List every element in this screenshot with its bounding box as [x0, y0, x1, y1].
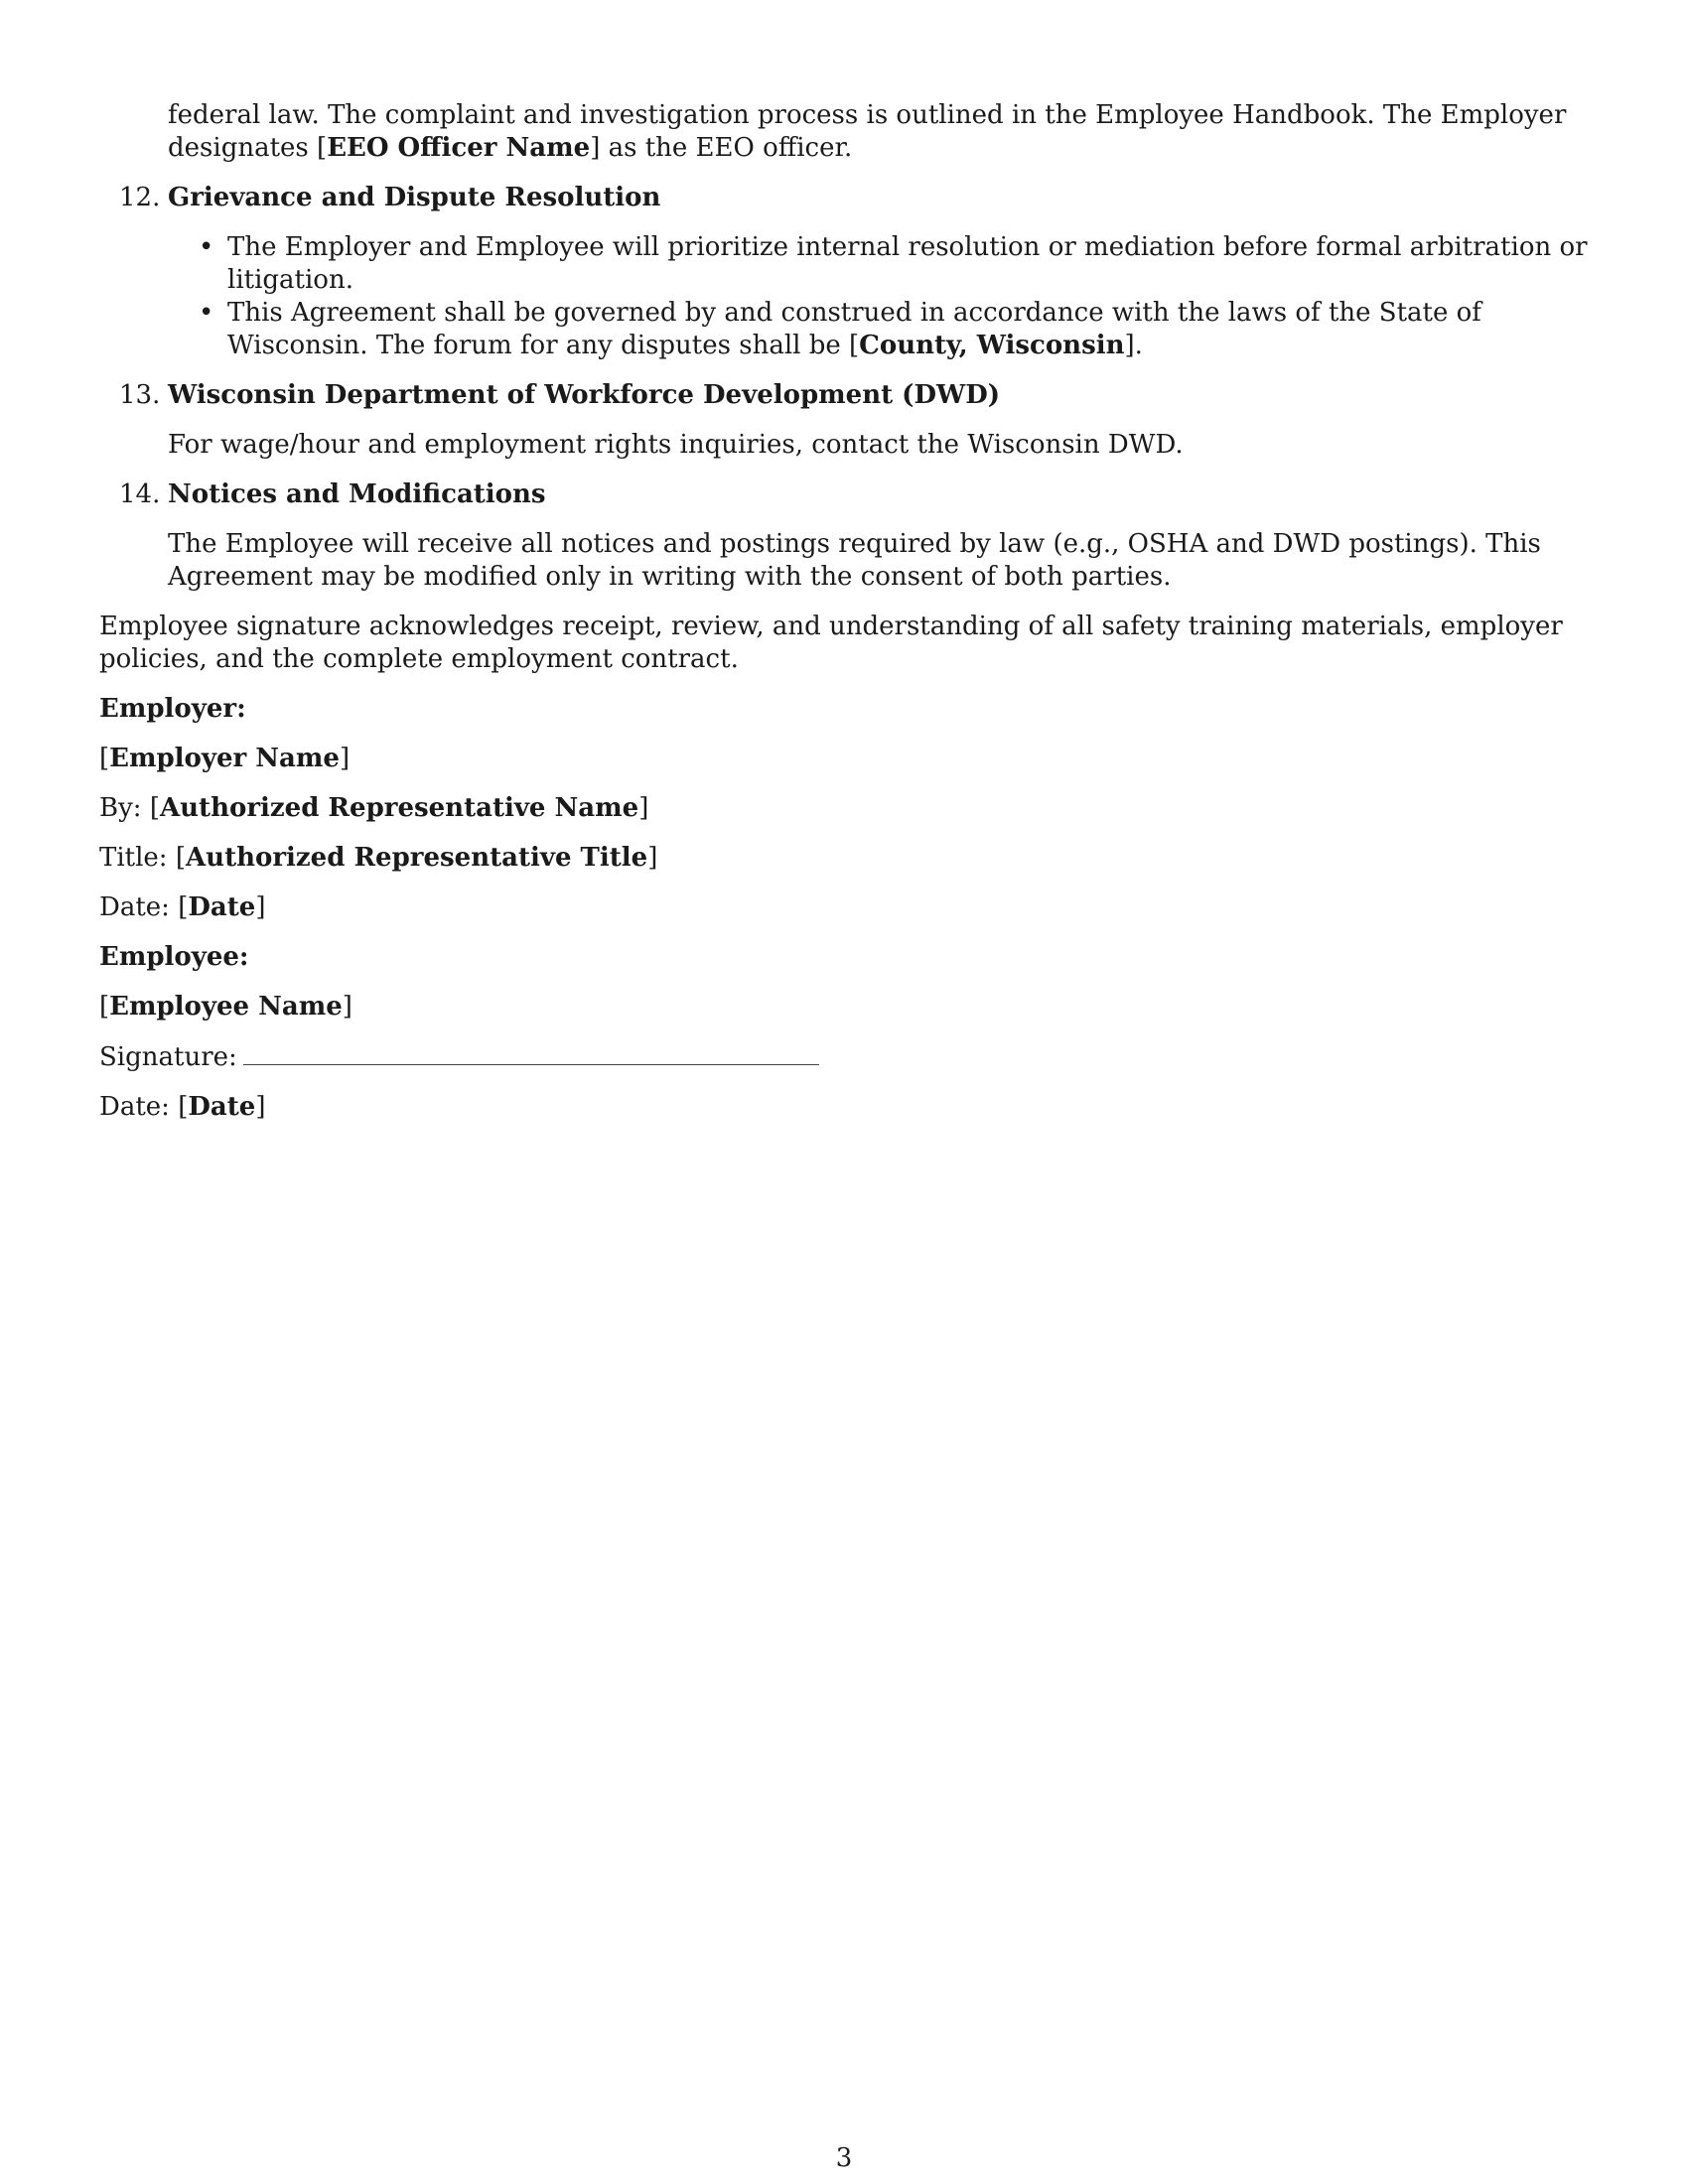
employer-name-line: [Employer Name]	[99, 744, 351, 773]
employee-date-label: Date:	[99, 1092, 179, 1122]
section-13	[99, 379, 1589, 462]
eeo-officer-placeholder: EEO Officer Name	[327, 133, 591, 163]
section-14	[99, 478, 1589, 594]
representative-name-placeholder: Authorized Representative Name	[159, 793, 639, 823]
employee-signature-line	[99, 1040, 1589, 1074]
employer-date-line: Date: [Date]	[99, 892, 266, 922]
county-placeholder: County, Wisconsin	[859, 331, 1125, 360]
bracket-open: [	[317, 133, 328, 163]
section-12-bullet-2-text: This Agreement shall be governed by and construed in accordance with the laws of the State of Wisconsin. The forum for any disputes shall be	[227, 298, 1481, 360]
section-13-body: For wage/hour and employment rights inquiries, contact the Wisconsin DWD.	[168, 430, 1184, 460]
employee-date-line: Date: [Date]	[99, 1092, 266, 1122]
signature-label: Signature:	[99, 1042, 237, 1072]
employee-date-placeholder: Date	[188, 1092, 256, 1122]
employer-date-label: Date:	[99, 892, 179, 922]
section-12	[99, 182, 1589, 362]
title-label: Title:	[99, 843, 176, 873]
section-12-bullet-1: The Employer and Employee will prioritize internal resolution or mediation before formal arbitration or litigation.	[227, 232, 1588, 295]
employer-date-placeholder: Date	[188, 892, 256, 922]
document-page	[99, 99, 1589, 1141]
employer-by-line: By: [Authorized Representative Name]	[99, 793, 649, 823]
acknowledgment-paragraph: Employee signature acknowledges receipt, review, and understanding of all safety training materials, employer policies, and the complete employment contract.	[99, 612, 1563, 674]
section-14-number: 14.	[119, 479, 161, 509]
employee-heading-text: Employee:	[99, 942, 249, 972]
employee-heading	[99, 941, 1589, 974]
list-item	[199, 231, 1589, 297]
employee-name-placeholder: Employee Name	[109, 992, 343, 1022]
section-12-title: Grievance and Dispute Resolution	[168, 183, 661, 212]
section-13-title: Wisconsin Department of Workforce Development (DWD)	[168, 380, 1001, 410]
employer-name-placeholder: Employer Name	[109, 744, 340, 773]
employer-title-line: Title: [Authorized Representative Title]	[99, 843, 658, 873]
employer-heading	[99, 693, 1589, 726]
section-12-bullet-2-end: ].	[1124, 331, 1143, 360]
section-12-bullet-list	[168, 231, 1589, 362]
employer-heading-text: Employer:	[99, 694, 246, 724]
representative-title-placeholder: Authorized Representative Title	[186, 843, 648, 873]
by-label: By:	[99, 793, 150, 823]
eeo-continuation-paragraph	[99, 99, 1589, 165]
signature-field[interactable]	[243, 1040, 819, 1065]
bullet-dot-icon: •	[199, 298, 214, 328]
page-number: 3	[835, 2143, 853, 2173]
list-item: • This Agreement shall be governed by and construed in accordance with the laws of the State of Wisconsin. The forum for any disputes shall be [County, Wisconsin].	[199, 298, 1481, 360]
section-14-body: The Employee will receive all notices and postings required by law (e.g., OSHA and DWD postings). This Agreement may be modified only in writing with the consent of both parties.	[168, 529, 1541, 592]
bullet-dot-icon: •	[199, 232, 214, 262]
eeo-continuation-text: federal law. The complaint and investigation process is outlined in the Employee Handbook. The Employer designates	[168, 100, 1567, 163]
employee-name-line: [Employee Name]	[99, 992, 352, 1022]
section-14-title: Notices and Modifications	[168, 479, 546, 509]
section-12-number: 12.	[119, 183, 161, 212]
section-13-number: 13.	[119, 380, 161, 410]
eeo-continuation-end: ] as the EEO officer.	[590, 133, 853, 163]
